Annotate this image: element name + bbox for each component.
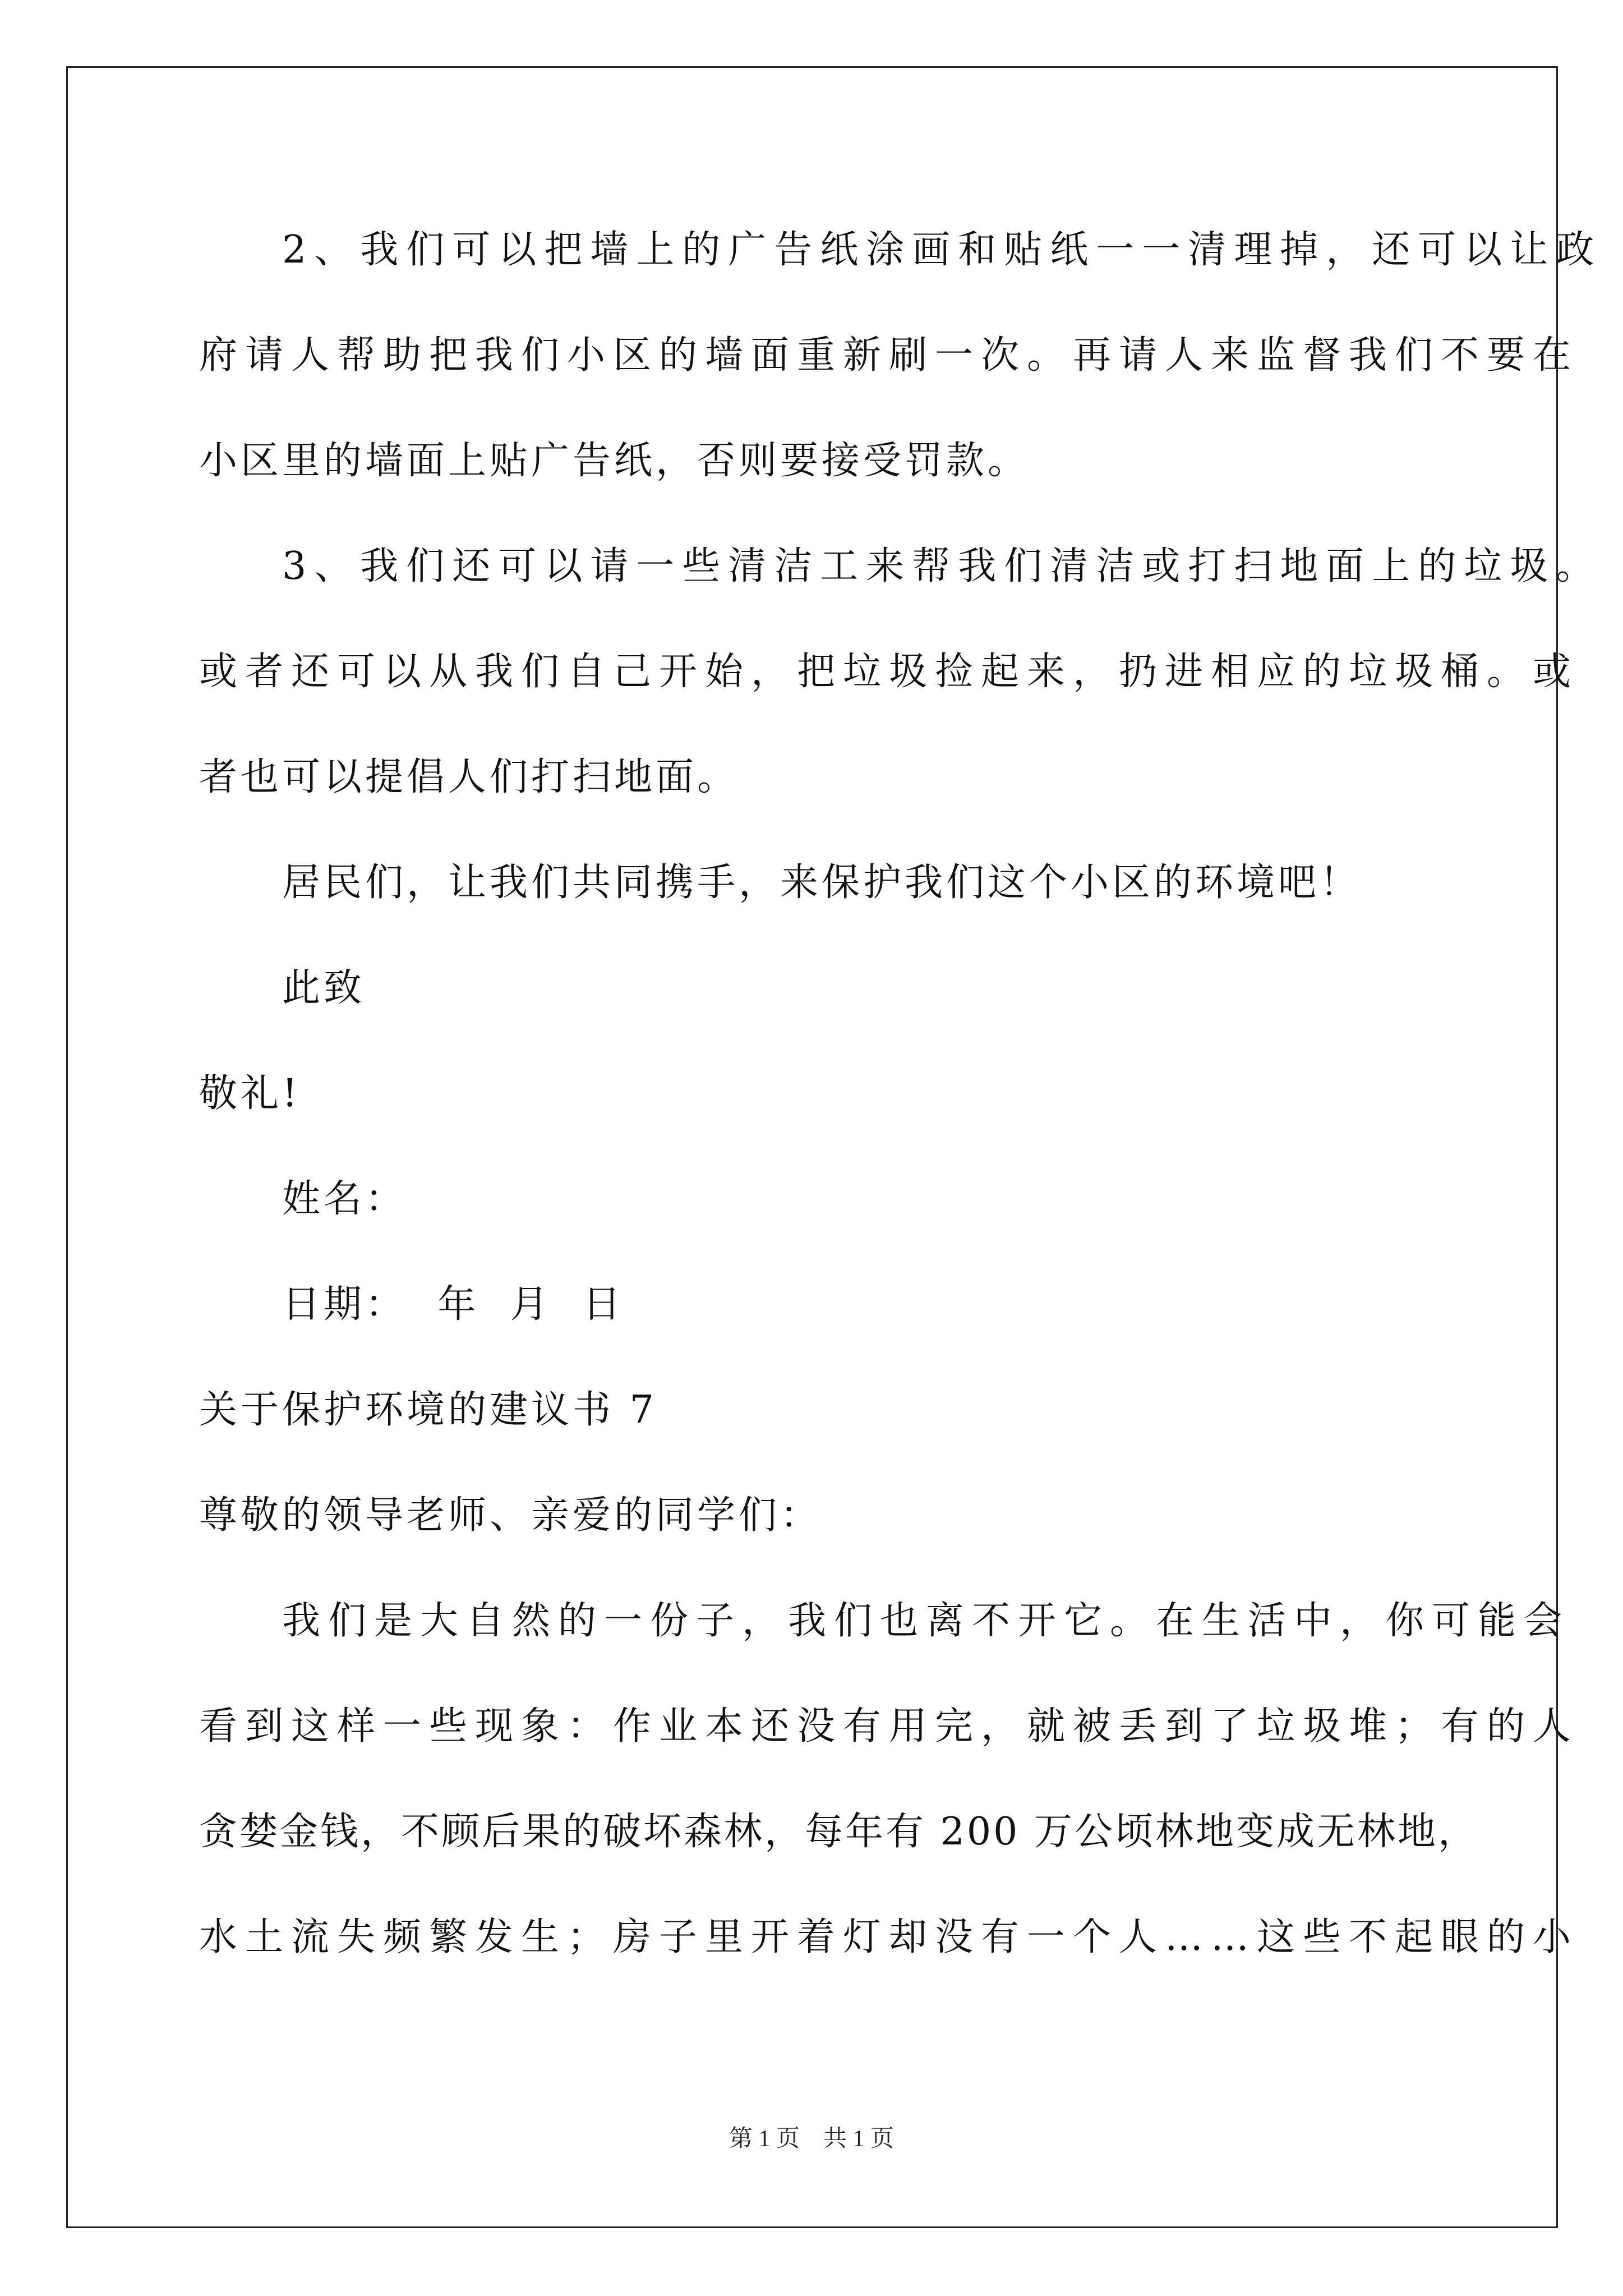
closing-line: 居民们，让我们共同携手，来保护我们这个小区的环境吧！ [282, 861, 1362, 905]
salutation-line: 敬礼! [199, 1071, 301, 1116]
page-border [66, 66, 1558, 2228]
section-title: 关于保护环境的建议书 7 [199, 1388, 657, 1432]
paragraph-line: 小区里的墙面上贴广告纸，否则要接受罚款。 [199, 439, 1030, 483]
paragraph-line: 看到这样一些现象：作业本还没有用完，就被丢到了垃圾堆；有的人 [199, 1704, 1579, 1749]
paragraph-line: 府请人帮助把我们小区的墙面重新刷一次。再请人来监督我们不要在 [199, 333, 1579, 378]
signature-date: 日期： 年 月 日 [282, 1282, 624, 1327]
salutation-line: 此致 [282, 966, 366, 1010]
paragraph-line: 水土流失频繁发生；房子里开着灯却没有一个人……这些不起眼的小 [199, 1915, 1579, 1959]
greeting-line: 尊敬的领导老师、亲爱的同学们： [199, 1493, 822, 1538]
paragraph-line: 2、我们可以把墙上的广告纸涂画和贴纸一一清理掉，还可以让政 [282, 228, 1602, 272]
signature-name: 姓名： [282, 1177, 407, 1221]
paragraph-line: 贪婪金钱，不顾后果的破坏森林，每年有 200 万公顷林地变成无林地， [199, 1810, 1479, 1854]
paragraph-line: 或者还可以从我们自己开始，把垃圾捡起来，扔进相应的垃圾桶。或 [199, 650, 1579, 694]
paragraph-line: 者也可以提倡人们打扫地面。 [199, 755, 739, 799]
page-number-footer: 第 1 页 共 1 页 [728, 2126, 894, 2152]
paragraph-line: 3、我们还可以请一些清洁工来帮我们清洁或打扫地面上的垃圾。 [282, 544, 1602, 588]
paragraph-line: 我们是大自然的一份子，我们也离不开它。在生活中，你可能会 [282, 1599, 1570, 1643]
